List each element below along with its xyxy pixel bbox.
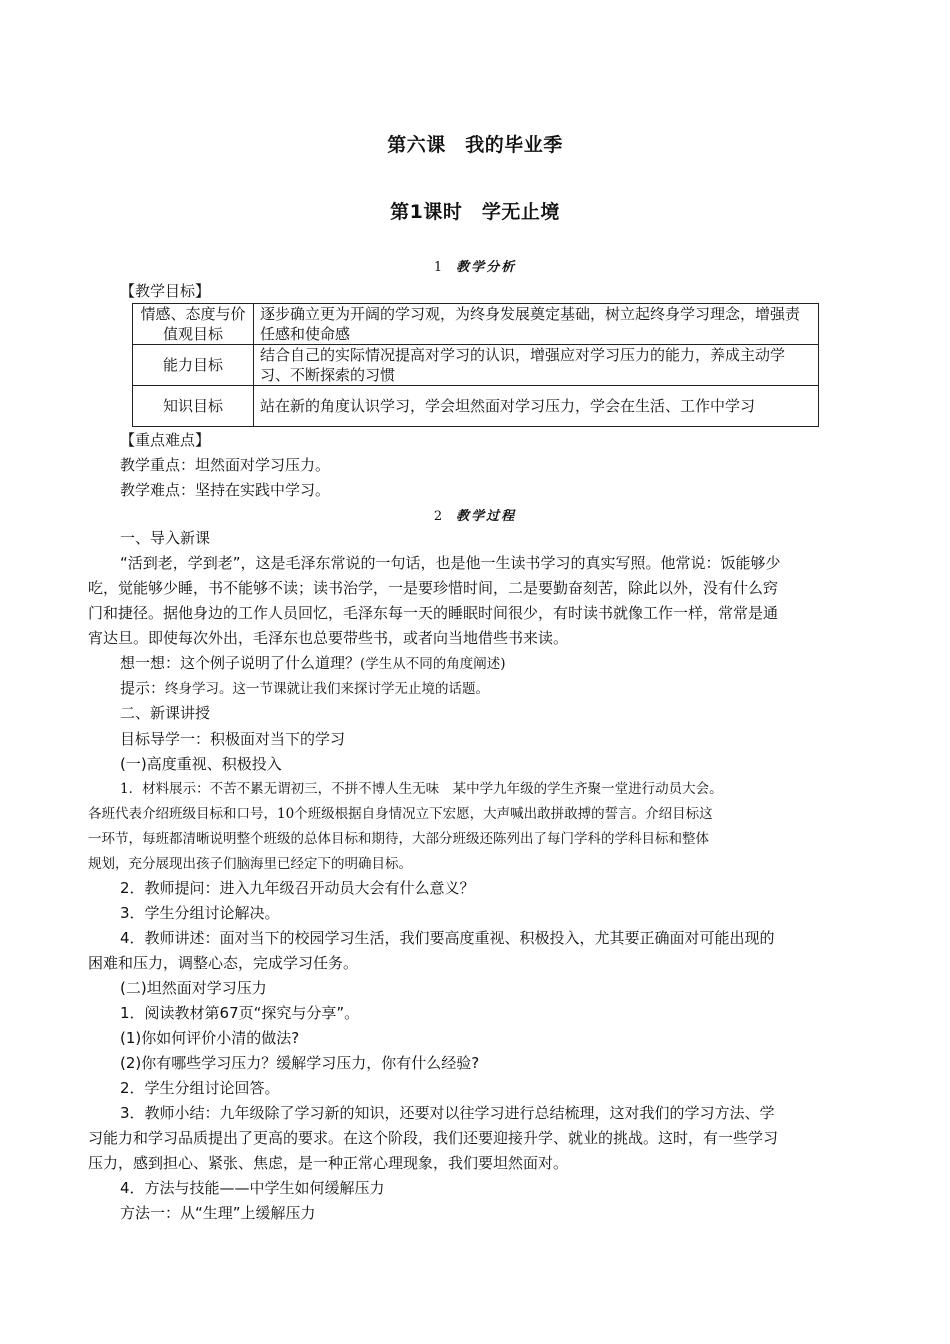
paragraph-line: 吃，觉能够少睡，书不能够不读；读书治学，一是要珍惜时间，二是要勤奋刻苦，除此以外，没有什么窍 [88, 579, 779, 597]
list-item: 2．教师提问：进入九年级召开动员大会有什么意义？ [120, 879, 475, 897]
think-note: (学生从不同的角度阐述) [360, 656, 506, 672]
list-item: 4．教师讲述：面对当下的校园学习生活，我们要高度重视、积极投入，尤其要正确面对可能出现的 [120, 929, 775, 947]
paragraph-line: 一环节，每班都清晰说明整个班级的总体目标和期待，大部分班级还陈列出了每门学科的学科目标和整体 [88, 831, 709, 847]
target-heading: 目标导学一：积极面对当下的学习 [120, 730, 346, 748]
key-point: 教学重点：坦然面对学习压力。 [120, 456, 331, 474]
think-question [120, 653, 506, 674]
lesson-subtitle: 第1课时 学无止境 [390, 201, 560, 223]
goals-table [132, 303, 819, 427]
section-number: 1 [433, 260, 443, 275]
list-item: 3．学生分组讨论解决。 [120, 904, 280, 922]
lesson-title: 第六课 我的毕业季 [387, 134, 563, 156]
paragraph-line: 宵达旦。即使每次外出，毛泽东也总要带些书，或者向当地借些书来读。 [88, 629, 569, 647]
goal-key: 能力目标 [133, 345, 254, 386]
list-item: (2)你有哪些学习压力？缓解学习压力，你有什么经验? [120, 1054, 480, 1072]
paragraph-line: “活到老，学到老”，这是毛泽东常说的一句话，也是他一生读书学习的真实写照。他常说：饭能够少 [120, 554, 781, 572]
paragraph-line: 困难和压力，调整心态，完成学习任务。 [88, 954, 359, 972]
paragraph-line: 门和捷径。据他身边的工作人员回忆，毛泽东每一天的睡眠时间很少，有时读书就像工作一样，常常是通 [88, 604, 779, 622]
sub-heading: (二)坦然面对学习压力 [120, 979, 267, 997]
goal-value: 结合自己的实际情况提高对学习的认识，增强应对学习压力的能力，养成主动学习、不断探索的习惯 [254, 345, 819, 386]
list-item: 1．阅读教材第67页“探究与分享”。 [120, 1004, 360, 1022]
paragraph-line: 压力，感到担心、紧张、焦虑，是一种正常心理现象，我们要坦然面对。 [88, 1154, 569, 1172]
key-heading: 【重点难点】 [120, 431, 211, 449]
paragraph-line: 各班代表介绍班级目标和口号，10个班级根据自身情况立下宏愿，大声喊出敢拼敢搏的誓言。介绍目标这 [88, 806, 713, 822]
table-row [133, 345, 819, 386]
goal-value: 站在新的角度认识学习，学会坦然面对学习压力，学会在生活、工作中学习 [254, 386, 819, 427]
section-heading-analysis [0, 256, 950, 275]
intro-heading: 一、导入新课 [120, 529, 211, 547]
paragraph-line: 习能力和学习品质提出了更高的要求。在这个阶段，我们还要迎接升学、就业的挑战。这时，有一些学习 [88, 1129, 779, 1147]
sub-heading: (一)高度重视、积极投入 [120, 755, 282, 773]
hint-label: 提示： [120, 679, 166, 697]
goal-key: 情感、态度与价值观目标 [133, 304, 254, 345]
goals-heading: 【教学目标】 [120, 282, 211, 300]
goal-value: 逐步确立更为开阔的学习观，为终身发展奠定基础，树立起终身学习理念，增强责任感和使命感 [254, 304, 819, 345]
hint-text: 终身学习。这一节课就让我们来探讨学无止境的话题。 [165, 681, 490, 697]
list-item: 方法一：从“生理”上缓解压力 [120, 1204, 316, 1222]
goal-key: 知识目标 [133, 386, 254, 427]
paragraph-line: 规划，充分展现出孩子们脑海里已经定下的明确目标。 [88, 856, 412, 872]
list-item: (1)你如何评价小清的做法? [120, 1029, 300, 1047]
new-lesson-heading: 二、新课讲授 [120, 704, 211, 722]
section-label: 教学分析 [456, 260, 517, 275]
think-text: 想一想：这个例子说明了什么道理？ [120, 654, 361, 672]
section-number: 2 [433, 509, 443, 524]
list-item: 3．教师小结：九年级除了学习新的知识，还要对以往学习进行总结梳理，这对我们的学习方法、学 [120, 1104, 775, 1122]
difficult-point: 教学难点：坚持在实践中学习。 [120, 481, 331, 499]
section-heading-process [0, 505, 950, 524]
list-item: 2．学生分组讨论回答。 [120, 1079, 280, 1097]
table-row [133, 304, 819, 345]
section-label: 教学过程 [456, 509, 517, 524]
paragraph-line: 1．材料展示：不苦不累无谓初三，不拼不博人生无味 某中学九年级的学生齐聚一堂进行动员大会。 [120, 781, 723, 797]
table-row [133, 386, 819, 427]
list-item: 4．方法与技能——中学生如何缓解压力 [120, 1179, 385, 1197]
hint-line [120, 678, 489, 699]
